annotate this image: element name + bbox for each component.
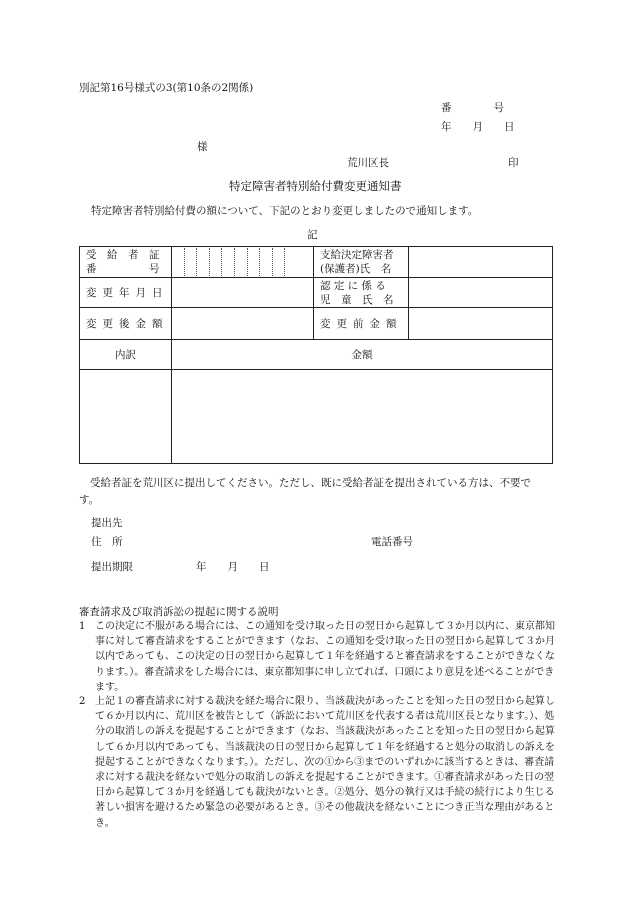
digit-cell	[235, 248, 248, 276]
change-date-label: 変更年月日	[80, 278, 172, 308]
payee-label-line2: (保護者)氏 名	[320, 263, 392, 275]
change-notice-table	[79, 246, 553, 464]
digit-cell	[248, 248, 261, 276]
deadline-label: 提出期限	[91, 561, 133, 573]
note-item-2	[79, 694, 555, 831]
digit-cell	[260, 248, 273, 276]
digit-cell	[285, 248, 297, 276]
change-date-field[interactable]	[172, 278, 314, 308]
breakdown-header: 内訳	[80, 340, 172, 370]
submission-request: 受給者証を荒川区に提出してください。ただし、既に受給者証を提出されている方は、不要です。	[79, 477, 531, 506]
issuer-name: 荒川区長	[347, 157, 389, 169]
table-row	[80, 278, 553, 308]
cert-number-label-line1: 受 給 者 証	[86, 249, 160, 261]
digit-cell	[222, 248, 235, 276]
payee-name-field[interactable]	[409, 247, 553, 278]
note-item-1	[79, 619, 555, 695]
intro-text: 特定障害者特別給付費の額について、下記のとおり変更しましたので通知します。	[91, 205, 479, 217]
digit-cell	[185, 248, 198, 276]
table-row	[80, 370, 553, 464]
cert-number-label-line2: 番 号	[86, 263, 160, 275]
destination-label: 提出先	[91, 517, 123, 529]
breakdown-field[interactable]	[80, 370, 172, 464]
form-reference: 別記第16号様式の3(第10条の2関係)	[79, 82, 254, 94]
note-number: 1	[79, 621, 86, 632]
digit-cell	[273, 248, 286, 276]
before-amount-field[interactable]	[409, 308, 553, 340]
cert-number-digits[interactable]	[172, 247, 314, 278]
child-name-label	[314, 278, 409, 308]
document-number-label: 番 号	[441, 102, 504, 114]
after-amount-field[interactable]	[172, 308, 314, 340]
phone-label: 電話番号	[371, 536, 413, 548]
table-row	[80, 247, 553, 278]
recipient-honorific: 様	[197, 141, 208, 153]
seal-mark: 印	[508, 157, 519, 169]
ki-heading: 記	[307, 229, 318, 241]
before-amount-label: 変更前金額	[314, 308, 409, 340]
payee-label-line1: 支給決定障害者	[320, 249, 394, 261]
notes-heading: 審査請求及び取消訴訟の提起に関する説明	[79, 606, 279, 618]
digit-cell	[210, 248, 223, 276]
child-name-field[interactable]	[409, 278, 553, 308]
address-label: 住 所	[91, 536, 123, 548]
note-text: この決定に不服がある場合には、この通知を受け取った日の翌日から起算して３か月以内に、東京都知事に対して審査請求をすることができます（なお、この通知を受け取った日の翌日から起算して３か月以内であっても、この決定の日の翌日から起算して１年を経過すると審査請求をすることができなくなります。）。審査請求をした場合には、東京都知事に申し立てれば、口頭により意見を述べることができます。	[95, 621, 555, 693]
cert-number-label	[80, 247, 172, 278]
note-number: 2	[79, 696, 86, 707]
child-name-label-line2: 児 童 氏 名	[320, 293, 394, 306]
amount-header: 金額	[172, 340, 553, 370]
table-row	[80, 340, 553, 370]
note-text: 上記１の審査請求に対する裁決を経た場合に限り、当該裁決があったことを知った日の翌日から起算して６か月以内に、荒川区を被告として（訴訟において荒川区を代表する者は荒川区長となります。）、処分の取消しの訴えを提起することができます（なお、当該裁決があったことを知った日の翌日から起算して６か月以内であっても、当該裁決の日の翌日から起算して１年を経過すると処分の取消しの訴えを提起することができなくなります。）。ただし、次の①から③までのいずれかに該当するときは、審査請求に対する裁決を経ないで処分の取消しの訴えを提起することができます。①審査請求があった日の翌日から起算して３か月を経過しても裁決がないとき。②処分、処分の執行又は手続の続行により生じる著しい損害を避けるため緊急の必要があるとき。③その他裁決を経ないことにつき正当な理由があるとき。	[95, 696, 555, 829]
issue-date-label: 年 月 日	[441, 121, 515, 133]
table-row	[80, 308, 553, 340]
child-name-label-line1: 認 定 に 係 る	[320, 279, 386, 292]
after-amount-label: 変更後金額	[80, 308, 172, 340]
payee-label	[314, 247, 409, 278]
digit-cell	[172, 248, 185, 276]
amount-field[interactable]	[172, 370, 553, 464]
deadline-date: 年 月 日	[196, 561, 270, 573]
digit-cell	[197, 248, 210, 276]
document-title: 特定障害者特別給付費変更通知書	[229, 179, 402, 193]
